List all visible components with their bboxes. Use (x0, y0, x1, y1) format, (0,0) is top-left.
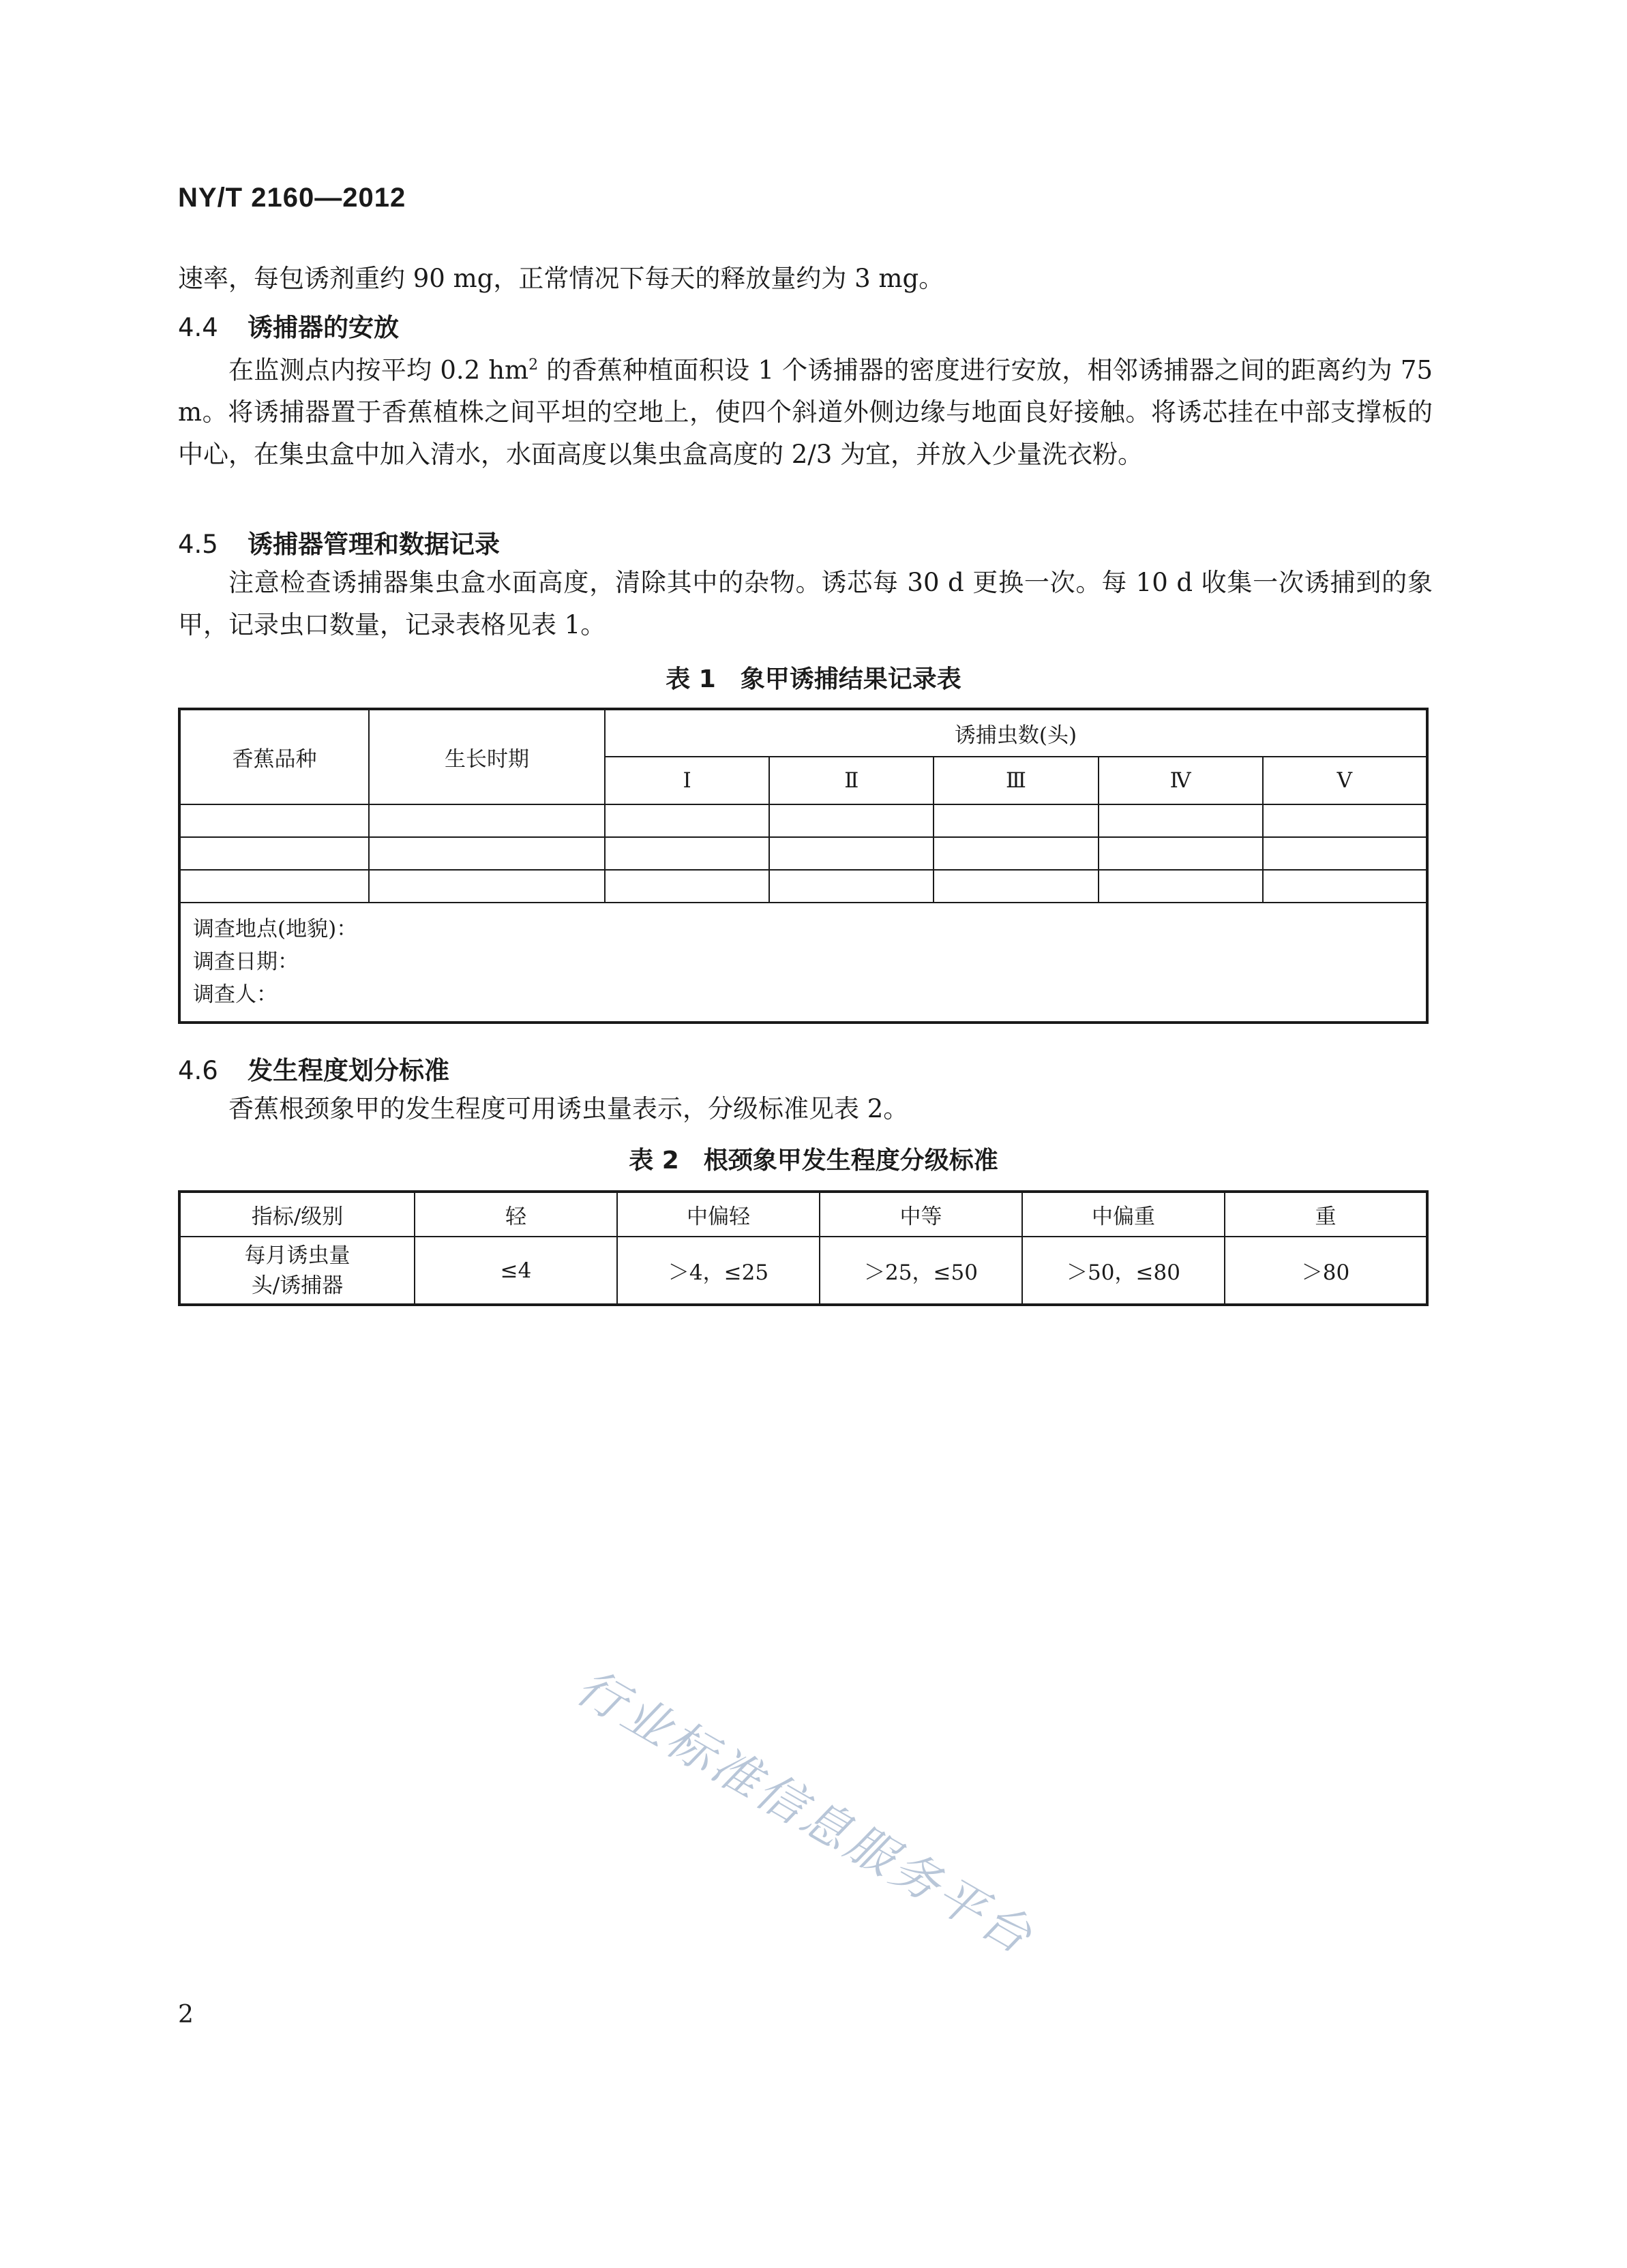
table-1 (178, 708, 1429, 1024)
subcol-header: V (1263, 757, 1427, 804)
empty-cell (1099, 804, 1263, 837)
header-cell: 中等 (820, 1192, 1022, 1237)
header-cell: 重 (1225, 1192, 1427, 1237)
empty-cell (1263, 804, 1427, 837)
table-row (179, 1237, 1427, 1305)
table-1-caption: 表 1 象甲诱捕结果记录表 (666, 665, 961, 693)
empty-cell (369, 837, 605, 870)
subcol-header: Ⅱ (769, 757, 934, 804)
empty-cell (769, 837, 934, 870)
section-number: 4.5 (178, 530, 218, 559)
value-cell: ＞25，≤50 (820, 1237, 1022, 1305)
survey-date-label: 调查日期： (193, 950, 299, 974)
section-4-6-heading (178, 1050, 449, 1087)
header-cell: 中偏轻 (617, 1192, 820, 1237)
value-cell: ＞4，≤25 (617, 1237, 820, 1305)
section-number: 4.6 (178, 1056, 218, 1085)
continued-paragraph: 速率，每包诱剂重约 90 mg，正常情况下每天的释放量约为 3 mg。 (178, 264, 944, 293)
table-row (179, 870, 1427, 903)
surveyor-label: 调查人： (193, 982, 278, 1007)
col-header-stage: 生长时期 (369, 709, 605, 804)
empty-cell (769, 804, 934, 837)
section-4-6-text: 香蕉根颈象甲的发生程度可用诱虫量表示，分级标准见表 2。 (228, 1094, 909, 1123)
subcol-header: I (605, 757, 769, 804)
header-cell: 中偏重 (1022, 1192, 1225, 1237)
table-row (179, 804, 1427, 837)
empty-cell (1263, 870, 1427, 903)
empty-cell (605, 837, 769, 870)
empty-cell (1099, 837, 1263, 870)
header-cell: 轻 (415, 1192, 617, 1237)
col-header-count: 诱捕虫数(头) (605, 709, 1427, 757)
row-label-line: 每月诱虫量 (244, 1243, 350, 1268)
survey-location-label: 调查地点(地貌)： (193, 917, 358, 941)
empty-cell (934, 804, 1098, 837)
table-1-footer (179, 903, 1427, 1023)
empty-cell (179, 870, 369, 903)
table-header-row (179, 1192, 1427, 1237)
watermark: 行业标准信息服务平台 (567, 1658, 1044, 1967)
value-cell: ≤4 (415, 1237, 617, 1305)
row-label-line: 头/诱捕器 (251, 1273, 344, 1298)
page-number: 2 (178, 2001, 194, 2029)
empty-cell (179, 804, 369, 837)
empty-cell (769, 870, 934, 903)
section-4-4-heading (178, 307, 399, 344)
header-cell: 指标/级别 (179, 1192, 415, 1237)
empty-cell (605, 870, 769, 903)
table-2-caption: 表 2 根颈象甲发生程度分级标准 (629, 1147, 998, 1175)
empty-cell (934, 870, 1098, 903)
value-cell: ＞80 (1225, 1237, 1427, 1305)
subcol-header: Ⅳ (1099, 757, 1263, 804)
table-2 (178, 1190, 1429, 1306)
section-title: 诱捕器管理和数据记录 (248, 530, 500, 559)
empty-cell (369, 870, 605, 903)
subcol-header: Ⅲ (934, 757, 1098, 804)
section-title: 发生程度划分标准 (248, 1056, 449, 1085)
section-4-5-text: 注意检查诱捕器集虫盒水面高度，清除其中的杂物。诱芯每 30 d 更换一次。每 10 d 收集一次诱捕到的象甲，记录虫口数量，记录表格见表 1。 (178, 568, 1433, 639)
empty-cell (1099, 870, 1263, 903)
table-row (179, 837, 1427, 870)
row-label (179, 1237, 415, 1305)
empty-cell (179, 837, 369, 870)
col-header-variety: 香蕉品种 (179, 709, 369, 804)
empty-cell (934, 837, 1098, 870)
standard-number: NY/T 2160—2012 (178, 183, 406, 213)
text-part: 在监测点内按平均 0.2 hm (228, 355, 529, 385)
section-4-5-heading (178, 524, 500, 560)
section-4-4-text (178, 344, 1433, 476)
section-number: 4.4 (178, 313, 218, 342)
value-cell: ＞50，≤80 (1022, 1237, 1225, 1305)
superscript: 2 (528, 357, 539, 374)
section-title: 诱捕器的安放 (248, 313, 399, 342)
empty-cell (369, 804, 605, 837)
empty-cell (1263, 837, 1427, 870)
empty-cell (605, 804, 769, 837)
text-part: 的香蕉种植面积设 1 个诱捕器的密度进行安放，相邻诱捕器之间的距离约为 75 m。将诱捕器置于香蕉植株之间平坦的空地上，使四个斜道外侧边缘与地面良好接触。将诱芯挂在中部支撑板的中心，在集虫盒中加入清水，水面高度以集虫盒高度的 2/3 为宜，并放入少量洗衣粉。 (178, 355, 1433, 470)
